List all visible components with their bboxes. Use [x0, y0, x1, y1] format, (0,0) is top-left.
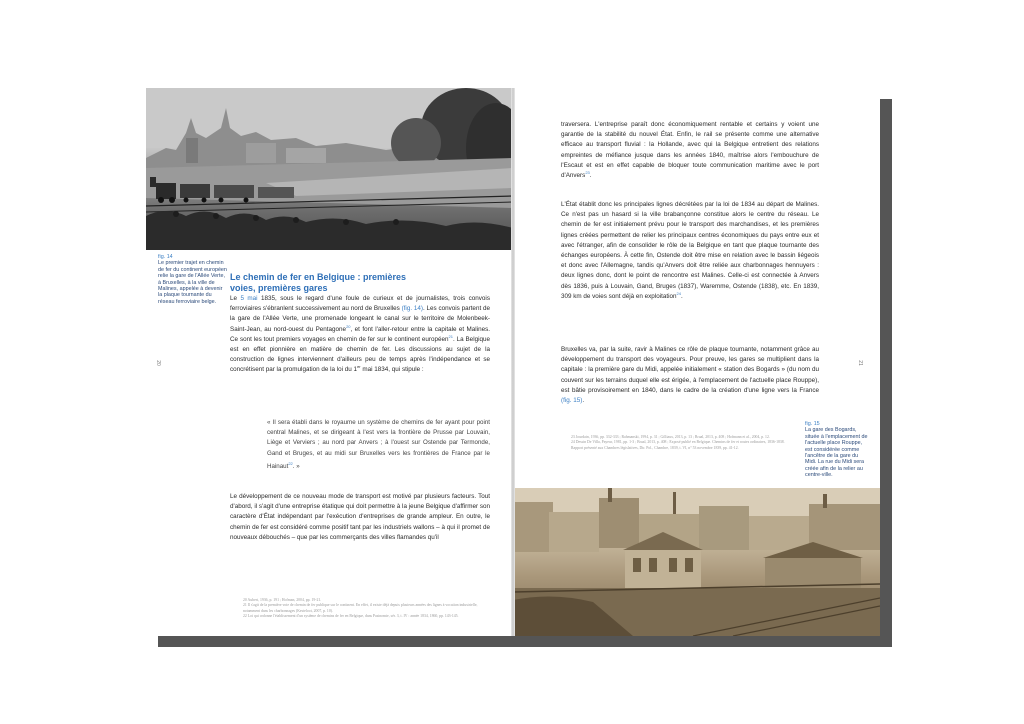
right-para2-end: .: [680, 292, 683, 300]
figure-15-label: fig. 15: [805, 421, 820, 427]
figure-15-caption-text: La gare des Bogards, située à l'emplacement de l'actuelle place Rouppe, est considérée comme l'ancêtre de la gare du Midi. La rue du Midi sera créée afin de la relier au centre-ville.: [805, 427, 868, 479]
figure-15-reference-link[interactable]: (fig. 15): [561, 397, 583, 405]
para1-lead: Le: [230, 295, 241, 302]
ordinal-suffix: er: [357, 364, 361, 370]
figure-15-caption: [805, 421, 869, 479]
figure-14-label: fig. 14: [158, 254, 173, 260]
para1-rest2: , et font l'aller-retour entre la capitale et Malines. Ce sont les tout premiers voyages en chemin de fer sur le continent européen: [230, 325, 490, 343]
right-paragraph-1: [561, 120, 819, 181]
para1-rest: . Les convois partent de la gare de l'Allée Verte, une promenade longeant le canal sur le territoire de Molenbeek-Saint-Jean, au nord-ouest du Pentagone: [230, 305, 490, 333]
left-paragraph-2: Le développement de ce nouveau mode de transport est motivé par plusieurs facteurs. Tout d'abord, il s'agit d'une entreprise étatique qui doit permettre à la jeune Belgique d'affirmer son caractère d'État indépendant par l'exécution d'entreprises de grande ampleur. En outre, le chemin de fer est considéré comme positif tant par les industriels wallons – à qui il promet de nouveaux débouchés – que par les commerçants des villes flamandes qu'il: [230, 493, 490, 541]
law-quote-end: . »: [292, 462, 300, 470]
left-paragraph-1: [230, 294, 490, 376]
right-para3-end: .: [582, 397, 585, 405]
railway-engraving-illustration: [146, 88, 513, 250]
figure-14-caption: [158, 254, 228, 305]
footnote-20: 20 Aubert, 1936, p. 191 ; Hofman, 2004, pp. 19-21.: [243, 598, 322, 602]
footnote-ref-22[interactable]: 22: [288, 460, 293, 466]
footnote-ref-24[interactable]: 24: [676, 290, 681, 296]
right-page-number: 21: [856, 360, 863, 366]
book-spread: [146, 88, 880, 636]
footnote-24: 24 Dessin De Villa, Payeur, 1981, pp. 1-3 ; Brual, 2013, p. 408 ; Exposé publié en Belgique. Chemins de fer et routes ordinaires, 1836-1838. Rapport présenté aux Chambres législatives, Dir. Pol., Chambre, 1839, t. VI, n° 53 novembre 1839, pp. 41-12.: [571, 440, 785, 450]
para1-date: 5 mai: [240, 295, 258, 302]
para1-rest3: . La Belgique est en effet pionnière en matière de chemin de fer. Les discussions au sujet de la construction de lignes interviennent d'ailleurs peu de temps après l'indépendance et se concrétisent par la promulgation de la loi du 1: [230, 335, 490, 374]
book-gutter: [511, 88, 515, 636]
bogards-station-photo: [513, 488, 880, 636]
right-para3-text: Bruxelles va, par la suite, ravir à Malines ce rôle de plaque tournante, notamment grâce au développement du transport des voyageurs. Pour preuve, les gares se multiplient dans la capitale : la première gare du Midi, appelée initialement « station des Bogards » (du nom du couvent sur les terrains duquel elle est érigée, à l'emplacement de l'actuelle place Rouppe), est bâtie provisoirement en 1840, dans le cadre de la création d'une ligne vers la France: [561, 346, 819, 394]
right-para1-text: traversera. L'entreprise paraît donc économiquement rentable et certains y voient une garantie de la stabilité du nouvel État. Enfin, le rail se présente comme une alternative efficace au transport fluvial : la Hollande, avec qui la Belgique entretient des relations empreintes de méfiance jusque dans les années 1840, maîtrise alors l'embouchure de l'Escaut et est en effet capable de bloquer toute communication maritime avec le port d'Anvers: [561, 121, 819, 180]
right-footnotes: [571, 435, 791, 451]
footnote-23: 23 Jourdain, 1936, pp. 332-333 ; Rahmanski, 1994, p. 31 ; Gilliaux, 2013, p. 13 ; Brual, 2013, p. 408 ; Hofmann et al., 2004, p. 12.: [571, 435, 770, 439]
footnote-ref-21[interactable]: 21: [448, 333, 453, 339]
right-paragraph-3: [561, 345, 819, 406]
law-quote: [267, 418, 490, 472]
left-page-number: 20: [154, 360, 161, 366]
left-footnotes: [243, 598, 483, 619]
right-page: [513, 88, 880, 636]
station-photo-drawing: [513, 488, 880, 636]
footnote-ref-23[interactable]: 23: [585, 169, 590, 175]
right-paragraph-2: [561, 200, 819, 302]
right-para2-text: L'État établit donc les principales lignes décrétées par la loi de 1834 au départ de Malines. Ce n'est pas un hasard si la ville brabançonne constitue alors le centre du réseau. Le chemin de fer est initialement prévu pour le transport des marchandises, et les premières lignes créées permettent de relier les principaux centres économiques du pays entre eux et avec l'étranger, afin de consolider le rôle de la Belgique en tant que plaque tournante des échanges européens. À cette fin, Ostende doit être mise en relation avec le bassin liégeois et donc avec l'Allemagne, tandis qu'Anvers doit être reliée aux charbonnages hennuyers : deux lignes donc, dont le point de rencontre est Malines. Celle-ci est connectée à Anvers dès 1836, puis à Louvain, Gand, Bruges (1837), Waremme, Ostende (1838), etc. En 1839, 309 km de voies sont déjà en exploitation: [561, 201, 819, 300]
footnote-22: 22 Loi qui ordonne l'établissement d'un système de chemins de fer en Belgique, dans Pasinomie, sér. 3, t. IV : année 1834, 1860, pp. 143-145.: [243, 613, 459, 618]
footnote-ref-20[interactable]: 20: [346, 323, 351, 329]
left-page: [146, 88, 513, 636]
footnote-21: 21 Il s'agit de la première voie de chemin de fer publique sur le continent. En effet, il existe déjà depuis plusieurs années des lignes à vocation industrielle, notamment dans les charbonnages (Kesteloot, 2007, p. 10).: [243, 603, 478, 613]
para1-rest4: mai 1834, qui stipule :: [360, 366, 424, 374]
figure-14-reference-link[interactable]: (fig. 14): [401, 305, 423, 313]
right-para1-end: .: [589, 172, 592, 180]
section-heading: Le chemin de fer en Belgique : premières voies, premières gares: [230, 272, 407, 293]
figure-14-caption-text: Le premier trajet en chemin de fer du continent européen relie la gare de l'Allée Verte, à Bruxelles, à la ville de Malines, appelée à devenir la plaque tournante du réseau ferroviaire belge.: [158, 260, 227, 305]
para1-mid: 1835, sous le regard d'une foule de curieux et de journalistes, trois convois ferroviaires s'ébranlent successivement au nord de Bruxelles: [230, 295, 490, 313]
law-quote-text: « Il sera établi dans le royaume un système de chemins de fer ayant pour point central Malines, et se dirigeant à l'est vers la frontière de Prusse par Louvain, Liège et Verviers ; au nord par Anvers ; à l'ouest sur Ostende par Termonde, Gand et Bruges, et au midi sur Bruxelles vers les frontières de France par le Hainaut: [267, 419, 490, 470]
engraving-drawing: [146, 88, 513, 250]
